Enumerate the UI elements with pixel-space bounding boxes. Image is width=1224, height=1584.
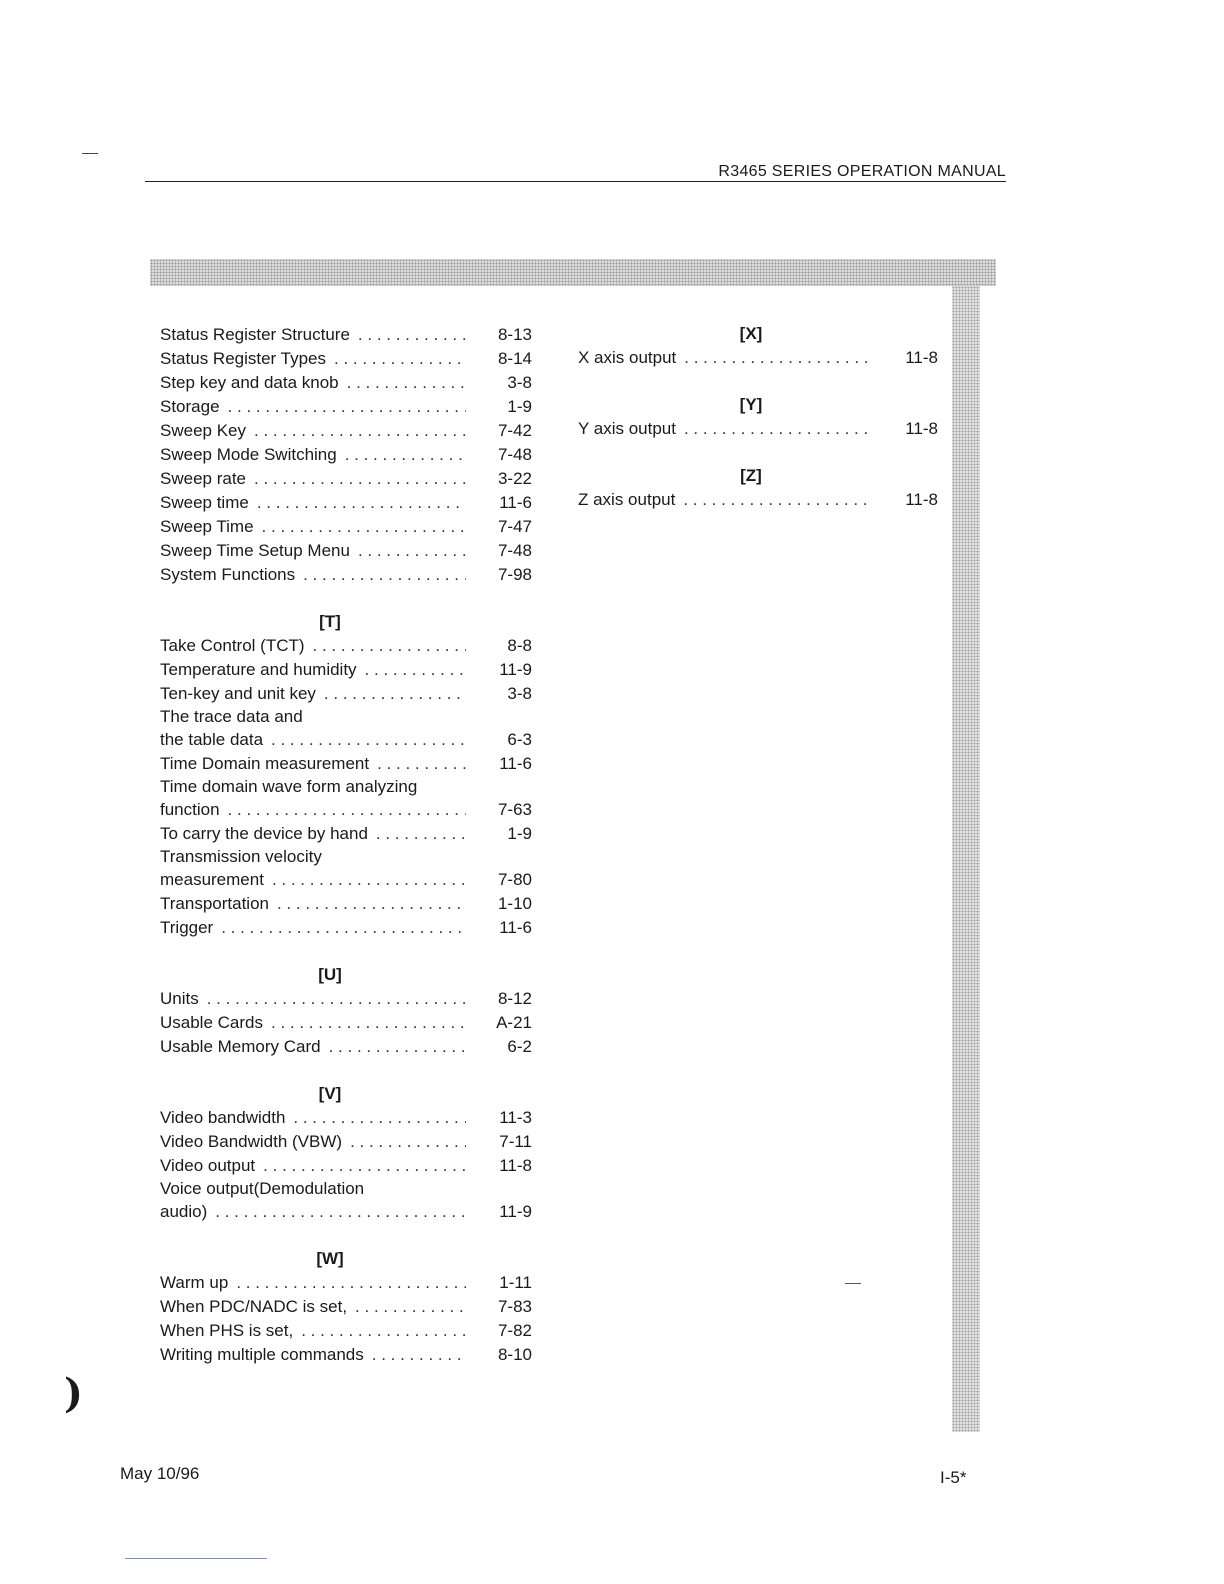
dot-leader bbox=[377, 752, 466, 776]
index-entry bbox=[160, 634, 532, 658]
index-page: 3-8 bbox=[507, 684, 532, 703]
dot-leader bbox=[365, 658, 466, 682]
bottom-rule bbox=[125, 1558, 267, 1559]
index-entry bbox=[160, 798, 532, 822]
index-entry bbox=[160, 892, 532, 916]
dot-leader bbox=[272, 868, 466, 892]
index-term: Temperature and humidity bbox=[160, 660, 357, 679]
decorative-band-top bbox=[150, 259, 996, 286]
index-entry bbox=[160, 1154, 532, 1178]
dot-leader bbox=[324, 682, 466, 706]
index-page: 11-6 bbox=[499, 918, 532, 937]
index-entry bbox=[160, 1200, 532, 1224]
dot-leader bbox=[263, 1154, 466, 1178]
index-page: 11-8 bbox=[905, 419, 938, 438]
dot-leader bbox=[355, 1295, 466, 1319]
index-entry bbox=[160, 371, 532, 395]
index-term: Sweep time bbox=[160, 493, 249, 512]
index-page: 11-8 bbox=[499, 1156, 532, 1175]
dot-leader bbox=[301, 1319, 466, 1343]
index-page: 1-9 bbox=[507, 824, 532, 843]
dot-leader bbox=[221, 916, 466, 940]
index-term: Usable Memory Card bbox=[160, 1037, 321, 1056]
section-heading: [Z] bbox=[740, 466, 762, 485]
index-page: 1-11 bbox=[499, 1273, 532, 1292]
section-heading: [X] bbox=[739, 324, 763, 343]
index-term: Take Control (TCT) bbox=[160, 636, 305, 655]
index-page: 7-11 bbox=[499, 1132, 532, 1151]
index-term: Sweep rate bbox=[160, 469, 246, 488]
index-page: 11-9 bbox=[499, 1202, 532, 1221]
index-term-line: Voice output(Demodulation bbox=[160, 1179, 365, 1198]
dot-leader bbox=[345, 443, 466, 467]
section-heading: [W] bbox=[316, 1249, 344, 1268]
index-term: Trigger bbox=[160, 918, 214, 937]
index-entry bbox=[160, 1106, 532, 1130]
index-entry bbox=[160, 752, 532, 776]
index-page: 7-98 bbox=[497, 565, 532, 584]
dot-leader bbox=[207, 987, 466, 1011]
dot-leader bbox=[215, 1200, 466, 1224]
dot-leader bbox=[254, 467, 466, 491]
index-term: Sweep Time bbox=[160, 517, 254, 536]
index-section-x bbox=[578, 322, 938, 370]
index-entry bbox=[160, 323, 532, 347]
index-term: Sweep Mode Switching bbox=[160, 445, 337, 464]
index-entry bbox=[160, 419, 532, 443]
scan-mark bbox=[82, 153, 98, 154]
index-entry bbox=[160, 491, 532, 515]
index-entry bbox=[160, 539, 532, 563]
index-entry bbox=[160, 1295, 532, 1319]
index-term: Ten-key and unit key bbox=[160, 684, 316, 703]
index-term: When PDC/NADC is set, bbox=[160, 1297, 348, 1316]
index-term-line: The trace data and bbox=[160, 707, 303, 726]
index-term: Storage bbox=[160, 397, 220, 416]
index-term: Usable Cards bbox=[160, 1013, 263, 1032]
index-term: Step key and data knob bbox=[160, 373, 339, 392]
index-column-left bbox=[160, 323, 532, 1367]
section-heading: [U] bbox=[318, 965, 342, 984]
dot-leader bbox=[683, 488, 870, 512]
index-page: 6-3 bbox=[507, 730, 532, 749]
index-term: Video bandwidth bbox=[160, 1108, 286, 1127]
dot-leader bbox=[329, 1035, 466, 1059]
index-entry bbox=[160, 1130, 532, 1154]
dot-leader bbox=[236, 1271, 466, 1295]
index-term: Time Domain measurement bbox=[160, 754, 370, 773]
index-entry bbox=[160, 1343, 532, 1367]
dot-leader bbox=[228, 798, 466, 822]
index-term-line: Transmission velocity bbox=[160, 847, 322, 866]
index-term: audio) bbox=[160, 1202, 208, 1221]
decorative-band-side bbox=[952, 286, 980, 1432]
index-term: Status Register Structure bbox=[160, 325, 350, 344]
dot-leader bbox=[358, 323, 466, 347]
dot-leader bbox=[271, 1011, 466, 1035]
index-page: 11-8 bbox=[905, 490, 938, 509]
index-term: Z axis output bbox=[578, 490, 676, 509]
index-entry bbox=[160, 347, 532, 371]
index-section-y bbox=[578, 393, 938, 441]
index-term: Sweep Key bbox=[160, 421, 246, 440]
index-page: 11-9 bbox=[499, 660, 532, 679]
index-entry bbox=[160, 443, 532, 467]
running-header-title: R3465 SERIES OPERATION MANUAL bbox=[718, 163, 1006, 180]
index-entry bbox=[160, 682, 532, 706]
scan-mark bbox=[845, 1283, 861, 1284]
index-page: 6-2 bbox=[507, 1037, 532, 1056]
index-page: 7-83 bbox=[497, 1297, 532, 1316]
dot-leader bbox=[372, 1343, 466, 1367]
index-term: function bbox=[160, 800, 220, 819]
index-entry bbox=[160, 822, 532, 846]
index-term: Transportation bbox=[160, 894, 269, 913]
index-page: 7-47 bbox=[497, 517, 532, 536]
index-entry bbox=[160, 987, 532, 1011]
index-page: 11-3 bbox=[499, 1108, 532, 1127]
index-page: 8-14 bbox=[497, 349, 532, 368]
dot-leader bbox=[277, 892, 466, 916]
index-entry bbox=[160, 1319, 532, 1343]
dot-leader bbox=[262, 515, 466, 539]
index-page: 11-6 bbox=[499, 493, 532, 512]
index-section-z bbox=[578, 464, 938, 512]
index-page: 7-48 bbox=[497, 445, 532, 464]
section-heading: [V] bbox=[318, 1084, 342, 1103]
index-entry bbox=[160, 916, 532, 940]
section-heading: [T] bbox=[319, 612, 341, 631]
index-term: Units bbox=[160, 989, 199, 1008]
dot-leader bbox=[257, 491, 466, 515]
dot-leader bbox=[684, 346, 870, 370]
index-entry bbox=[160, 395, 532, 419]
dot-leader bbox=[347, 371, 466, 395]
index-page: 7-80 bbox=[497, 870, 532, 889]
index-page: 1-10 bbox=[497, 894, 532, 913]
index-term: Status Register Types bbox=[160, 349, 326, 368]
dot-leader bbox=[376, 822, 466, 846]
index-page: 3-8 bbox=[507, 373, 532, 392]
index-term: Video Bandwidth (VBW) bbox=[160, 1132, 343, 1151]
index-term: Warm up bbox=[160, 1273, 229, 1292]
index-term: To carry the device by hand bbox=[160, 824, 368, 843]
index-term: the table data bbox=[160, 730, 264, 749]
index-page: 3-22 bbox=[497, 469, 532, 488]
index-page: 8-13 bbox=[497, 325, 532, 344]
dot-leader bbox=[313, 634, 466, 658]
index-entry bbox=[160, 1035, 532, 1059]
index-page: 8-12 bbox=[497, 989, 532, 1008]
section-heading: [Y] bbox=[739, 395, 763, 414]
footer-page-number: I-5* bbox=[940, 1468, 967, 1487]
dot-leader bbox=[684, 417, 870, 441]
index-term: X axis output bbox=[578, 348, 677, 367]
index-term: measurement bbox=[160, 870, 264, 889]
index-term-line: Time domain wave form analyzing bbox=[160, 777, 418, 796]
index-entry bbox=[160, 728, 532, 752]
index-page: 7-82 bbox=[497, 1321, 532, 1340]
dot-leader bbox=[293, 1106, 466, 1130]
index-entry bbox=[160, 868, 532, 892]
index-entry bbox=[578, 488, 938, 512]
index-term: Sweep Time Setup Menu bbox=[160, 541, 350, 560]
index-entry bbox=[160, 1011, 532, 1035]
index-term: Writing multiple commands bbox=[160, 1345, 364, 1364]
dot-leader bbox=[303, 563, 466, 587]
index-entry bbox=[160, 515, 532, 539]
index-page: 8-10 bbox=[497, 1345, 532, 1364]
index-page: 8-8 bbox=[507, 636, 532, 655]
index-section-w bbox=[160, 1247, 532, 1367]
index-entry bbox=[578, 346, 938, 370]
index-page: 11-6 bbox=[499, 754, 532, 773]
dot-leader bbox=[334, 347, 466, 371]
dot-leader bbox=[254, 419, 466, 443]
index-page: 7-63 bbox=[497, 800, 532, 819]
index-section-v bbox=[160, 1082, 532, 1224]
index-page: 7-42 bbox=[497, 421, 532, 440]
dot-leader bbox=[228, 395, 466, 419]
index-term: System Functions bbox=[160, 565, 296, 584]
index-entry bbox=[160, 563, 532, 587]
index-section-t bbox=[160, 610, 532, 940]
footer-date: May 10/96 bbox=[120, 1464, 200, 1483]
index-page: 1-9 bbox=[507, 397, 532, 416]
dot-leader bbox=[271, 728, 466, 752]
header-rule bbox=[145, 181, 1006, 182]
index-column-right bbox=[578, 322, 938, 512]
index-entry bbox=[578, 417, 938, 441]
index-section-u bbox=[160, 963, 532, 1059]
index-entry bbox=[160, 1271, 532, 1295]
index-term: Video output bbox=[160, 1156, 256, 1175]
index-term: When PHS is set, bbox=[160, 1321, 294, 1340]
scan-mark: ) bbox=[64, 1370, 83, 1417]
index-section-s bbox=[160, 323, 532, 587]
dot-leader bbox=[358, 539, 466, 563]
index-entry bbox=[160, 467, 532, 491]
index-page: 11-8 bbox=[905, 348, 938, 367]
index-entry bbox=[160, 658, 532, 682]
index-page: 7-48 bbox=[497, 541, 532, 560]
index-term: Y axis output bbox=[578, 419, 676, 438]
index-page: A-21 bbox=[496, 1013, 532, 1032]
dot-leader bbox=[350, 1130, 466, 1154]
